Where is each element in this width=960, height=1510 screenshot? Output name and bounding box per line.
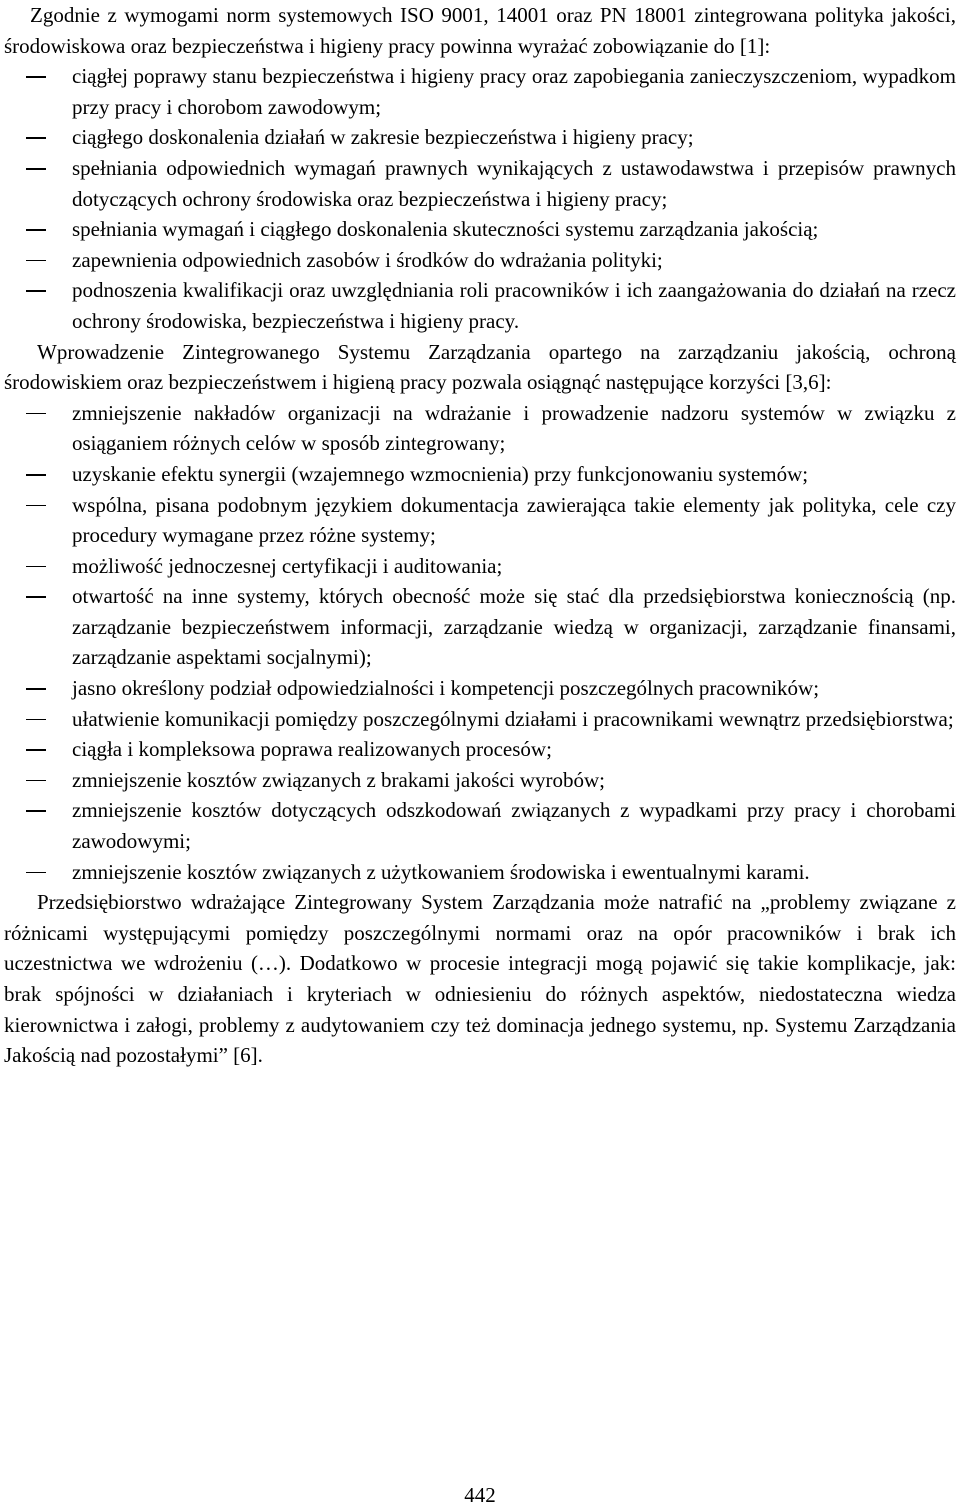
list-item <box>4 153 956 214</box>
dash-bullet <box>26 688 46 690</box>
page-number: 442 <box>464 1483 496 1507</box>
document-page <box>4 0 956 1071</box>
list-item-text: spełniania odpowiednich wymagań prawnych wynikających z ustawodawstwa i przepisów prawnych dotyczących ochrony środowiska oraz bezpieczeństwa i higieny pracy; <box>72 155 956 211</box>
paragraph-benefits-intro: Wprowadzenie Zintegrowanego Systemu Zarządzania opartego na zarządzaniu jakością, ochroną środowiskiem oraz bezpieczeństwem i higieną pracy pozwala osiągnąć następujące korzyści [3,6]: <box>4 339 956 395</box>
list-item-text: zmniejszenie kosztów związanych z użytkowaniem środowiska i ewentualnymi karami. <box>72 859 810 884</box>
list-item <box>4 245 956 276</box>
dash-bullet <box>26 260 46 262</box>
list-item <box>4 275 956 336</box>
dash-bullet <box>26 872 46 874</box>
dash-bullet <box>26 780 46 782</box>
list-item-text: zapewnienia odpowiednich zasobów i środków do wdrażania polityki; <box>72 247 663 272</box>
list-item <box>4 795 956 856</box>
list-item <box>4 490 956 551</box>
list-item-text: wspólna, pisana podobnym językiem dokumentacja zawierająca takie elementy jak polityka, cele czy procedury wymagane przez różne systemy; <box>72 492 956 548</box>
list-item-text: podnoszenia kwalifikacji oraz uwzględniania roli pracowników i ich zaangażowania do działań na rzecz ochrony środowiska, bezpieczeństwa i higieny pracy. <box>72 278 956 333</box>
dash-bullet <box>26 749 46 751</box>
paragraph-problems: Przedsiębiorstwo wdrażające Zintegrowany System Zarządzania może natrafić na „problemy związane z różnicami występującymi pomiędzy poszczególnymi normami oraz na opór pracowników i brak ich uczestnictwa we wdrożeniu (…). Dodatkowo w procesie integracji mogą pojawić się takie komplikacje, jak: brak spójności w działaniach i kryteriach w odniesieniu do różnych aspektów, niedostateczna wiedza kierownictwa i załogi, problemy z audytowaniem czy też dominacja jednego systemu, np. Systemu Zarządzania Jakością nad pozostałymi” [6]. <box>4 890 956 1068</box>
dash-bullet <box>26 290 46 292</box>
dash-bullet <box>26 76 46 78</box>
list-item-text: otwartość na inne systemy, których obecność może się stać dla przedsiębiorstwa koniecznością (np. zarządzanie bezpieczeństwem informacji, zarządzanie wiedzą w organizacji, zarządzanie finansami, zarządzanie aspektami socjalnymi); <box>72 584 956 670</box>
commitments-list <box>4 61 956 336</box>
list-item <box>4 734 956 765</box>
dash-bullet <box>26 229 46 231</box>
dash-bullet <box>26 168 46 170</box>
list-item-text: ciągłego doskonalenia działań w zakresie bezpieczeństwa i higieny pracy; <box>72 125 694 150</box>
dash-bullet <box>26 566 46 568</box>
list-item <box>4 122 956 153</box>
list-item-text: spełniania wymagań i ciągłego doskonalenia skuteczności systemu zarządzania jakością; <box>72 217 819 242</box>
list-item-text: ułatwienie komunikacji pomiędzy poszczególnymi działami i pracownikami wewnątrz przedsiębiorstwa; <box>72 706 954 731</box>
list-item <box>4 214 956 245</box>
list-item-text: możliwość jednoczesnej certyfikacji i auditowania; <box>72 553 503 578</box>
dash-bullet <box>26 596 46 598</box>
dash-bullet <box>26 505 46 507</box>
list-item <box>4 765 956 796</box>
list-item <box>4 61 956 122</box>
list-item-text: jasno określony podział odpowiedzialności i kompetencji poszczególnych pracowników; <box>72 676 820 701</box>
dash-bullet <box>26 810 46 812</box>
list-item <box>4 398 956 459</box>
dash-bullet <box>26 413 46 415</box>
list-item <box>4 459 956 490</box>
list-item <box>4 551 956 582</box>
list-item-text: zmniejszenie kosztów dotyczących odszkodowań związanych z wypadkami przy pracy i chorobami zawodowymi; <box>72 798 956 854</box>
benefits-list <box>4 398 956 888</box>
list-item-text: ciągła i kompleksowa poprawa realizowanych procesów; <box>72 737 552 762</box>
paragraph-intro: Zgodnie z wymogami norm systemowych ISO 9001, 14001 oraz PN 18001 zintegrowana polityka jakości, środowiskowa oraz bezpieczeństwa i higieny pracy powinna wyrażać zobowiązanie do [1]: <box>4 3 956 58</box>
dash-bullet <box>26 474 46 476</box>
list-item-text: zmniejszenie nakładów organizacji na wdrażanie i prowadzenie nadzoru systemów w związku z osiąganiem różnych celów w sposób zintegrowany; <box>72 400 956 456</box>
list-item-text: zmniejszenie kosztów związanych z brakami jakości wyrobów; <box>72 767 605 792</box>
dash-bullet <box>26 719 46 721</box>
dash-bullet <box>26 137 46 139</box>
list-item <box>4 581 956 673</box>
list-item <box>4 704 956 735</box>
list-item-text: uzyskanie efektu synergii (wzajemnego wzmocnienia) przy funkcjonowaniu systemów; <box>72 461 809 486</box>
list-item-text: ciągłej poprawy stanu bezpieczeństwa i higieny pracy oraz zapobiegania zanieczyszczeniom, wypadkom przy pracy i chorobom zawodowym; <box>72 64 956 119</box>
list-item <box>4 673 956 704</box>
list-item <box>4 857 956 888</box>
